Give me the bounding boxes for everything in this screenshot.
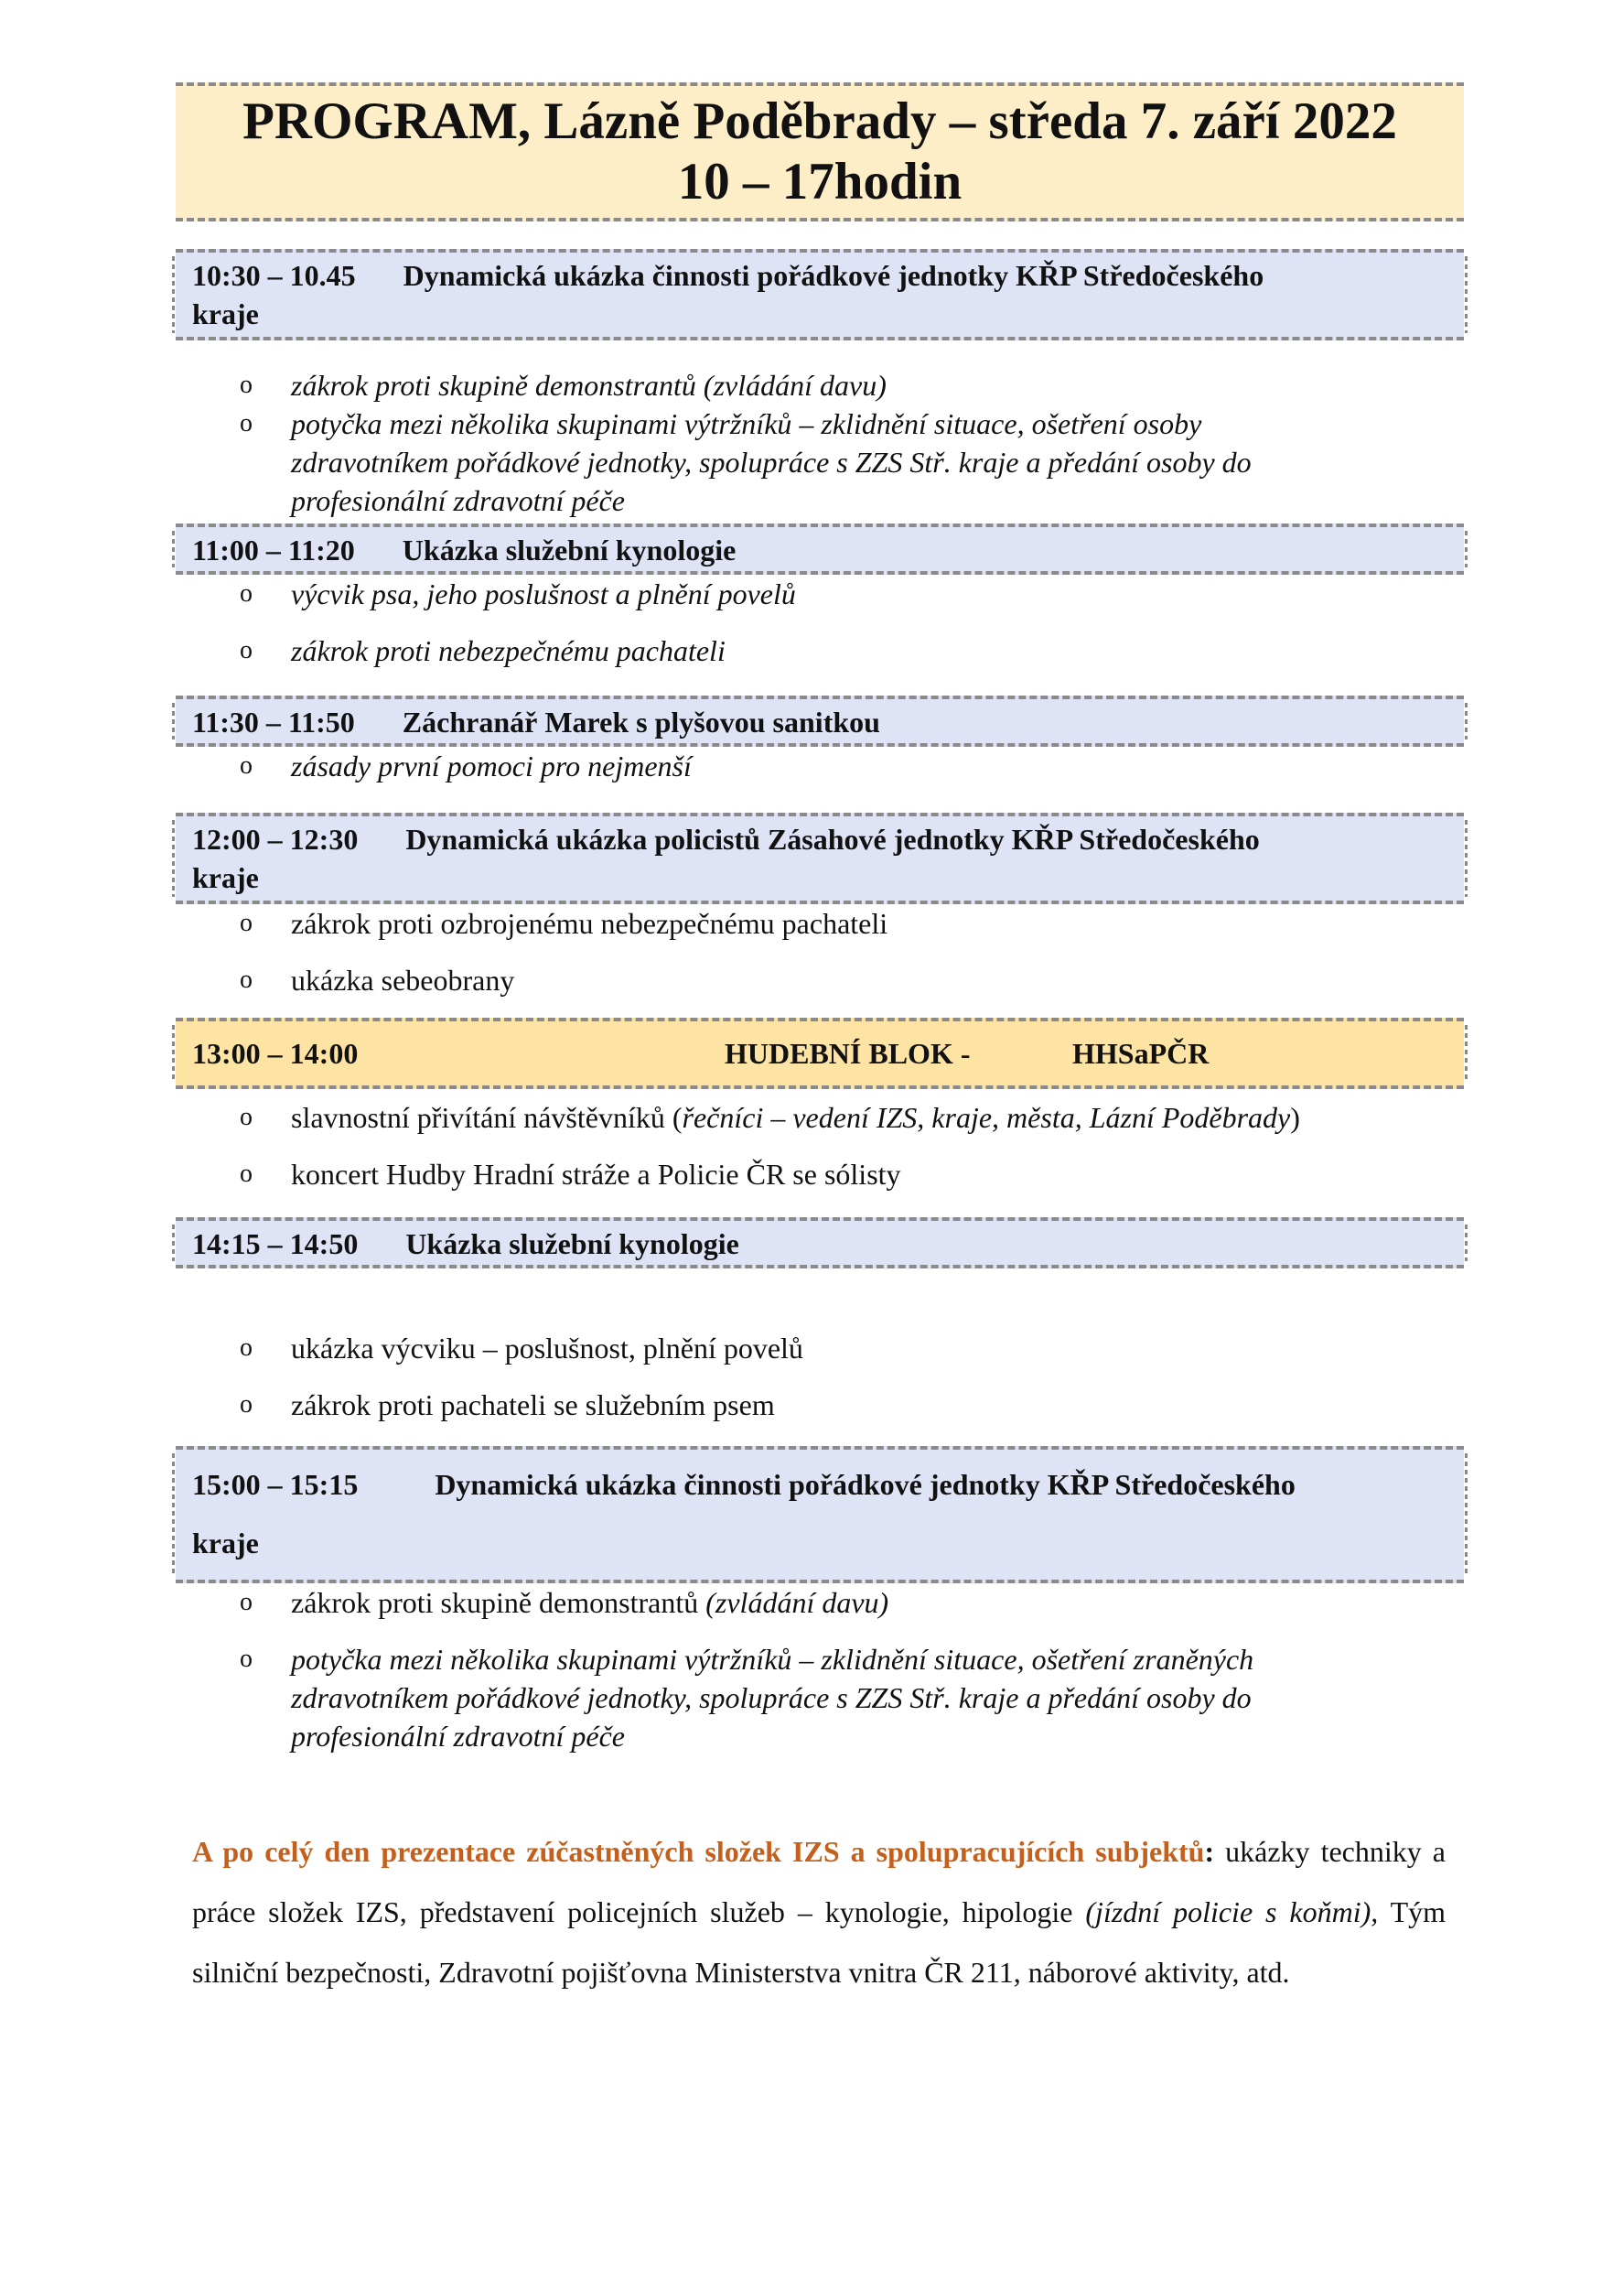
bullet-icon: o — [240, 579, 253, 608]
item-text: výcvik psa, jeho poslušnost a plnění povelů — [291, 577, 796, 610]
session-time: 14:15 – 14:50 — [192, 1227, 359, 1260]
bullet-icon: o — [240, 909, 253, 937]
item-text-line: potyčka mezi několika skupinami výtržníků – zklidnění situace, ošetření zraněných — [291, 1643, 1254, 1676]
item-text: zákrok proti skupině demonstrantů — [291, 1586, 706, 1619]
session-header-5 — [176, 1018, 1464, 1089]
list-item — [240, 747, 1429, 785]
item-text-italic: (zvládání davu) — [705, 1586, 889, 1619]
item-text: zásady první pomoci pro nejmenší — [291, 750, 692, 782]
bullet-icon: o — [240, 409, 253, 437]
session-time: 13:00 – 14:00 — [192, 1037, 359, 1070]
list-item — [240, 631, 1429, 670]
list-item — [240, 961, 1429, 999]
session-header-4 — [176, 813, 1464, 904]
session-header-1 — [176, 249, 1464, 340]
session-performer: HHSaPČR — [1072, 1037, 1210, 1070]
item-text: zákrok proti ozbrojenému nebezpečnému pachateli — [291, 907, 888, 940]
bullet-icon: o — [240, 371, 253, 399]
item-text: zákrok proti pachateli se služebním psem — [291, 1388, 775, 1421]
list-item — [240, 366, 1429, 405]
session-title: Ukázka služební kynologie — [405, 1227, 739, 1260]
item-text: koncert Hudby Hradní stráže a Policie ČR se sólisty — [291, 1158, 901, 1191]
bullet-icon: o — [240, 1103, 253, 1131]
session-header-2 — [176, 523, 1464, 575]
session-title: Dynamická ukázka policistů Zásahové jednotky KŘP Středočeského — [405, 823, 1260, 856]
item-text: ukázka sebeobrany — [291, 964, 515, 997]
bullet-icon: o — [240, 966, 253, 994]
list-item — [240, 1640, 1429, 1755]
session-time: 11:00 – 11:20 — [192, 534, 355, 567]
footer-paragraph — [192, 1821, 1446, 2002]
item-text-italic: řečníci – vedení IZS, kraje, města, Lázní Poděbrady — [682, 1101, 1291, 1134]
session-header-3 — [176, 696, 1464, 747]
item-text: ukázka výcviku – poslušnost, plnění povelů — [291, 1332, 803, 1365]
session-time: 10:30 – 10.45 — [192, 259, 356, 292]
page-subtitle-hours: 10 – 17hodin — [677, 153, 963, 210]
bullet-icon: o — [240, 1333, 253, 1362]
session-title-cont: kraje — [192, 1527, 259, 1560]
list-item — [240, 575, 1429, 613]
footer-colon: : — [1204, 1835, 1215, 1868]
session-title-cont: kraje — [192, 297, 259, 330]
bullet-icon: o — [240, 1588, 253, 1616]
session-header-7 — [176, 1446, 1464, 1583]
list-item — [240, 1155, 1429, 1193]
page-title: PROGRAM, Lázně Poděbrady – středa 7. září 2022 — [242, 92, 1397, 150]
item-text-line: zdravotníkem pořádkové jednotky, spolupráce s ZZS Stř. kraje a předání osoby do — [291, 446, 1252, 479]
bullet-icon: o — [240, 1160, 253, 1188]
item-text: zákrok proti skupině demonstrantů (zvládání davu) — [291, 369, 887, 402]
item-text-line: potyčka mezi několika skupinami výtržníků – zklidnění situace, ošetření osoby — [291, 407, 1202, 440]
bullet-icon: o — [240, 751, 253, 780]
session-title: Ukázka služební kynologie — [402, 534, 737, 567]
list-item — [240, 904, 1429, 943]
list-item — [240, 1329, 1429, 1367]
list-item — [240, 405, 1429, 520]
item-text: zákrok proti nebezpečnému pachateli — [291, 634, 726, 667]
item-text: slavnostní přivítání návštěvníků ( — [291, 1101, 683, 1134]
session-time: 11:30 – 11:50 — [192, 706, 355, 739]
footer-text: ukázky techniky a práce složek IZS, představení policejních služeb – kynologie, hipologie — [192, 1835, 1447, 1928]
session-title: HUDEBNÍ BLOK - — [725, 1037, 971, 1070]
session-title: Záchranář Marek s plyšovou sanitkou — [402, 706, 880, 739]
bullet-icon: o — [240, 636, 253, 664]
bullet-icon: o — [240, 1645, 253, 1673]
session-title-cont: kraje — [192, 861, 259, 894]
list-item — [240, 1583, 1429, 1622]
session-title: Dynamická ukázka činnosti pořádkové jednotky KŘP Středočeského — [403, 259, 1264, 292]
session-header-6 — [176, 1217, 1464, 1268]
bullet-icon: o — [240, 1390, 253, 1419]
item-text-line: profesionální zdravotní péče — [291, 484, 625, 517]
list-item — [240, 1098, 1429, 1137]
session-time: 15:00 – 15:15 — [192, 1468, 359, 1501]
item-text-line: zdravotníkem pořádkové jednotky, spolupráce s ZZS Stř. kraje a předání osoby do — [291, 1681, 1252, 1714]
list-item — [240, 1386, 1429, 1424]
title-box — [176, 82, 1464, 221]
footer-text: Tým silniční bezpečnosti, Zdravotní pojišťovna Ministerstva vnitra ČR 211, náborové aktivity, atd. — [192, 1895, 1447, 1989]
item-text-close: ) — [1290, 1101, 1300, 1134]
session-title: Dynamická ukázka činnosti pořádkové jednotky KŘP Středočeského — [435, 1468, 1296, 1501]
item-text-line: profesionální zdravotní péče — [291, 1720, 625, 1753]
footer-text-italic: (jízdní policie s koňmi), — [1085, 1895, 1379, 1928]
footer-lead: A po celý den prezentace zúčastněných složek IZS a spolupracujících subjektů — [192, 1835, 1205, 1868]
session-time: 12:00 – 12:30 — [192, 823, 359, 856]
